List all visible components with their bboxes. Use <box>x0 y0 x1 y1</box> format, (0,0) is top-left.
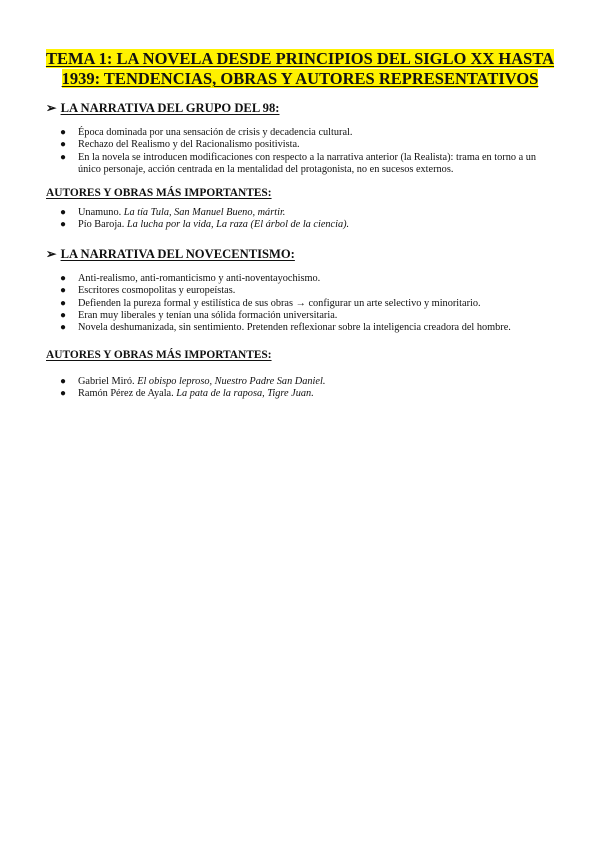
list-item: ● Anti-realismo, anti-romanticismo y anti-noventayochismo. <box>60 273 321 284</box>
list-item: ● Rechazo del Realismo y del Racionalismo positivista. <box>60 139 300 151</box>
section-98-list <box>0 127 538 176</box>
author-works: El obispo leproso, Nuestro Padre San Daniel. <box>137 376 326 387</box>
authors-heading-98: AUTORES Y OBRAS MÁS IMPORTANTES: <box>46 187 272 199</box>
author-works: La lucha por la vida, La raza (El árbol de la ciencia). <box>126 219 350 231</box>
bullet-icon: ● <box>60 309 67 321</box>
authors-98-list <box>0 207 538 232</box>
bullet-icon: ● <box>60 207 67 218</box>
bullet-icon: ● <box>60 151 67 163</box>
authors-heading-novecentismo: AUTORES Y OBRAS MÁS IMPORTANTES: <box>46 349 272 361</box>
arrow-bullet-icon: ➢ <box>46 247 57 261</box>
section-novecentismo-list <box>0 273 538 334</box>
arrow-bullet-icon: ➢ <box>46 101 57 115</box>
author-name: Unamuno. <box>78 207 124 218</box>
authors-novecentismo-list <box>0 376 538 401</box>
bullet-icon: ● <box>60 273 67 284</box>
author-name: Ramón Pérez de Ayala. <box>78 388 177 400</box>
author-item <box>0 207 538 219</box>
document-title <box>40 49 560 89</box>
list-item: ● Defienden la pureza formal y estilística de sus obras → configurar un arte selectivo y minoritario. <box>60 297 481 309</box>
bullet-icon: ● <box>60 388 67 400</box>
author-works: La tía Tula, San Manuel Bueno, mártir. <box>123 207 286 218</box>
author-item <box>0 219 538 231</box>
list-item: ● Novela deshumanizada, sin sentimiento. Pretenden reflexionar sobre la inteligencia creadora del hombre. <box>60 322 511 334</box>
author-name: Pío Baroja. <box>78 219 127 231</box>
bullet-icon: ● <box>60 219 67 231</box>
bullet-icon: ● <box>60 376 67 387</box>
section-heading-novecentismo <box>46 246 295 262</box>
title-line-1: TEMA 1: LA NOVELA DESDE PRINCIPIOS DEL SIGLO XX HASTA <box>45 49 555 68</box>
list-item: ● Época dominada por una sensación de crisis y decadencia cultural. <box>60 127 353 138</box>
title-line-2: 1939: TENDENCIAS, OBRAS Y AUTORES REPRESENTATIVOS <box>61 69 539 88</box>
bullet-icon: ● <box>60 322 67 334</box>
author-item <box>0 376 538 388</box>
bullet-icon: ● <box>60 297 67 309</box>
list-item: ● Escritores cosmopolitas y europeístas. <box>60 285 236 297</box>
list-item: ● En la novela se introducen modificaciones con respecto a la narrativa anterior (la Realista): trama en torno a un único personaje, acción centrada en la mentalidad del protagonista, no en sucesos externos. <box>60 151 537 175</box>
author-item <box>0 388 538 400</box>
bullet-icon: ● <box>60 285 67 297</box>
bullet-icon: ● <box>60 127 67 138</box>
section-heading-98 <box>46 100 279 116</box>
list-item: ● Eran muy liberales y tenían una sólida formación universitaria. <box>60 309 338 321</box>
section-heading-novecentismo-text: LA NARRATIVA DEL NOVECENTISMO: <box>60 247 295 261</box>
author-works: La pata de la raposa, Tigre Juan. <box>176 388 314 400</box>
section-heading-98-text: LA NARRATIVA DEL GRUPO DEL 98: <box>60 101 280 115</box>
bullet-icon: ● <box>60 139 67 151</box>
author-name: Gabriel Miró. <box>78 376 138 387</box>
